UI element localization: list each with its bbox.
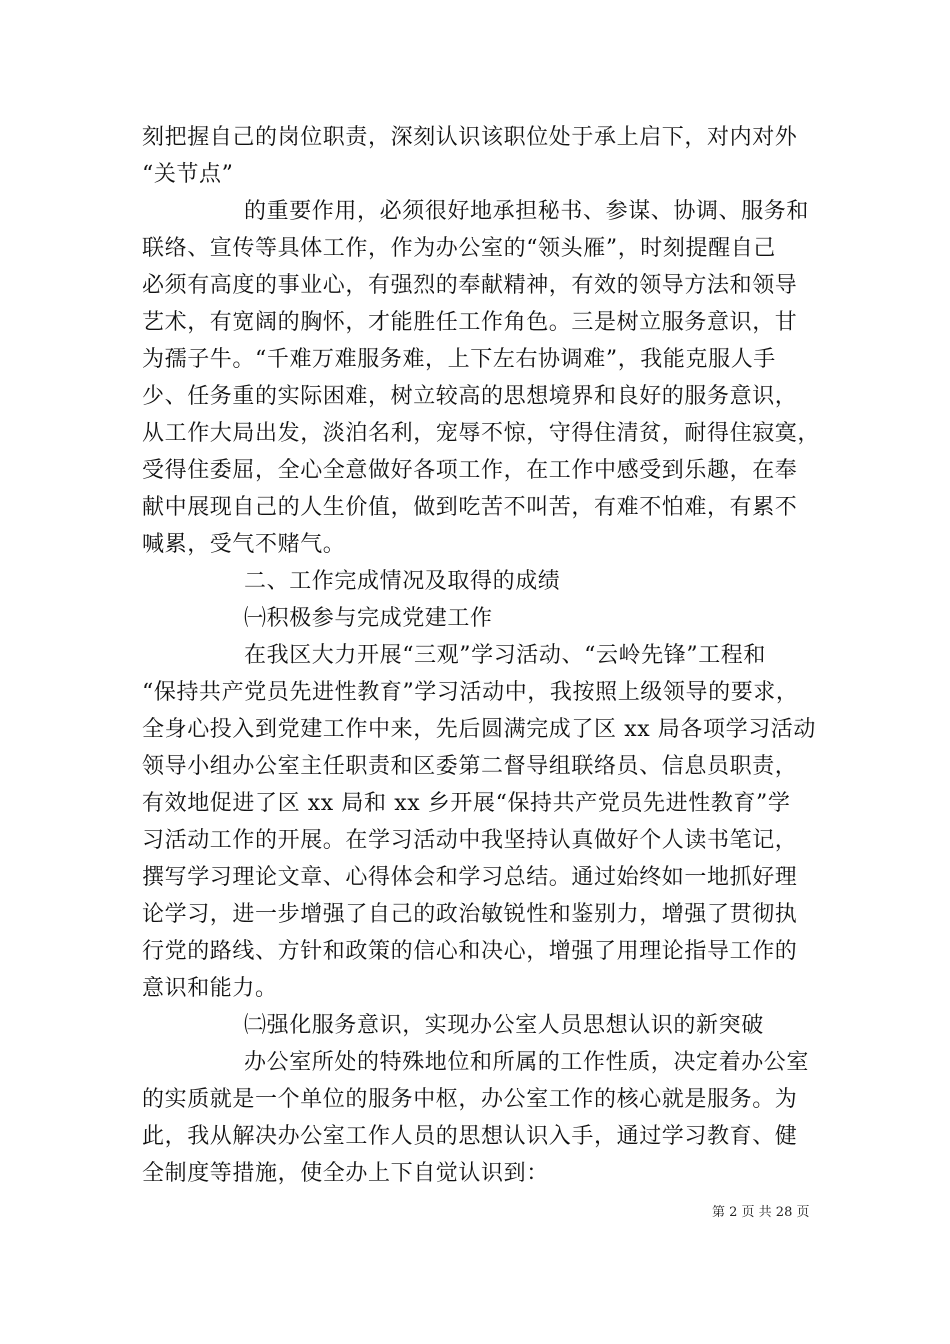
paragraph-line: 有效地促进了区 xx 局和 xx 乡开展“保持共产党员先进性教育”学 [142, 791, 791, 816]
paragraph-line: 少、任务重的实际困难，树立较高的思想境界和良好的服务意识， [142, 384, 798, 409]
paragraph-line: 习活动工作的开展。在学习活动中我坚持认真做好个人读书笔记， [142, 828, 798, 853]
paragraph-line: 全身心投入到党建工作中来，先后圆满完成了区 xx 局各项学习活动 [142, 717, 817, 742]
paragraph-line: 从工作大局出发，淡泊名利，宠辱不惊，守得住清贫，耐得住寂寞， [142, 421, 821, 446]
paragraph-line: 领导小组办公室主任职责和区委第二督导组联络员、信息员职责， [142, 754, 798, 779]
subsection-heading: ㈡强化服务意识，实现办公室人员思想认识的新突破 [244, 1013, 764, 1038]
paragraph-line: 论学习，进一步增强了自己的政治敏锐性和鉴别力，增强了贯彻执 [142, 902, 798, 927]
paragraph-line: “关节点” [142, 162, 234, 187]
paragraph-line: 撰写学习理论文章、心得体会和学习总结。通过始终如一地抓好理 [142, 865, 798, 890]
paragraph-line: 必须有高度的事业心，有强烈的奉献精神，有效的领导方法和领导 [142, 273, 798, 298]
paragraph-line: 意识和能力。 [142, 976, 278, 1001]
paragraph-line: 此，我从解决办公室工作人员的思想认识入手，通过学习教育、健 [142, 1124, 798, 1149]
section-heading: 二、工作完成情况及取得的成绩 [244, 569, 561, 594]
paragraph-line: “保持共产党员先进性教育”学习活动中，我按照上级领导的要求， [142, 680, 799, 705]
paragraph-line: 全制度等措施，使全办上下自觉认识到： [142, 1161, 549, 1186]
page-number-footer: 第 2 页 共 28 页 [712, 1205, 810, 1220]
subsection-heading: ㈠积极参与完成党建工作 [244, 606, 493, 631]
paragraph-line: 行党的路线、方针和政策的信心和决心，增强了用理论指导工作的 [142, 939, 798, 964]
paragraph-line: 为孺子牛。“千难万难服务难，上下左右协调难”，我能克服人手 [142, 347, 776, 372]
paragraph-line: 在我区大力开展“三观”学习活动、“云岭先锋”工程和 [244, 643, 766, 668]
paragraph-line: 刻把握自己的岗位职责，深刻认识该职位处于承上启下，对内对外 [142, 125, 798, 150]
paragraph-line: 的实质就是一个单位的服务中枢，办公室工作的核心就是服务。为 [142, 1087, 798, 1112]
paragraph-line: 艺术，有宽阔的胸怀，才能胜任工作角色。三是树立服务意识，甘 [142, 310, 798, 335]
paragraph-line: 的重要作用，必须很好地承担秘书、参谋、协调、服务和 [244, 199, 810, 224]
paragraph-line: 办公室所处的特殊地位和所属的工作性质，决定着办公室 [244, 1050, 810, 1075]
paragraph-line: 联络、宣传等具体工作，作为办公室的“领头雁”，时刻提醒自己 [142, 236, 776, 261]
paragraph-line: 喊累，受气不赌气。 [142, 532, 346, 557]
paragraph-line: 受得住委屈，全心全意做好各项工作，在工作中感受到乐趣，在奉 [142, 458, 798, 483]
paragraph-line: 献中展现自己的人生价值，做到吃苦不叫苦，有难不怕难，有累不 [142, 495, 798, 520]
